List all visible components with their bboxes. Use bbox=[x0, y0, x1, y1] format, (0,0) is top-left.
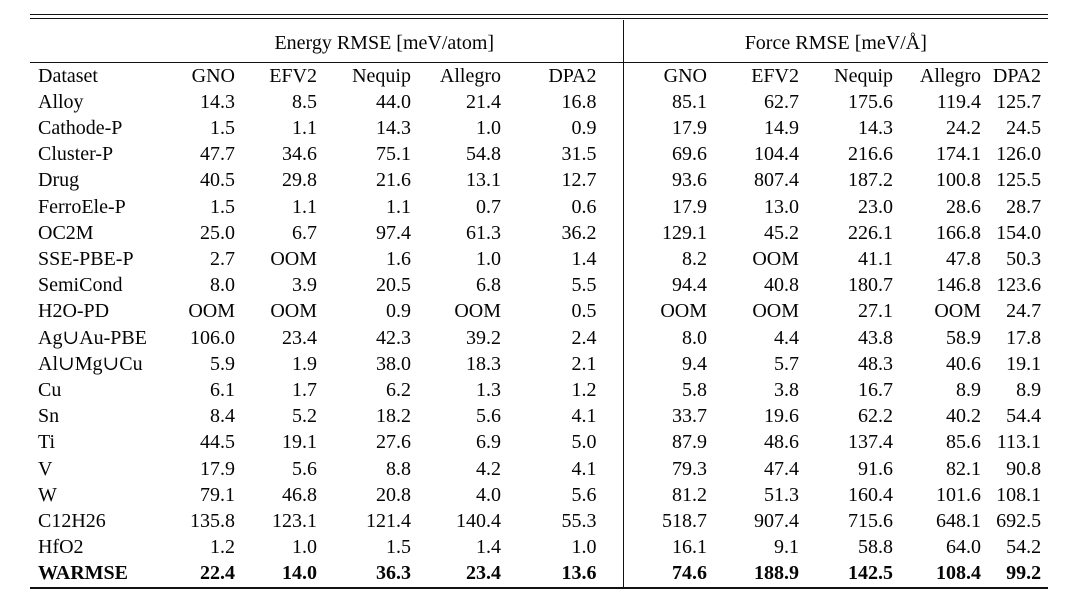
energy-rmse-value: 55.3 bbox=[508, 508, 623, 534]
force-rmse-value: 47.8 bbox=[946, 247, 982, 270]
force-rmse-value: 81.2 bbox=[672, 483, 708, 506]
energy-rmse-value: OOM bbox=[270, 247, 317, 270]
force-rmse-value: 13.0 bbox=[764, 195, 800, 218]
dataset-column-header: Dataset bbox=[38, 64, 98, 87]
force-rmse-value: 54.4 bbox=[1006, 405, 1042, 428]
force-rmse-value: 907.4 bbox=[754, 509, 800, 532]
table-row bbox=[30, 167, 1048, 193]
force-rmse-value: 101.6 bbox=[936, 483, 982, 506]
force-rmse-value: 216.6 bbox=[848, 143, 894, 166]
force-rmse-value: 113.1 bbox=[996, 431, 1042, 454]
force-rmse-value: 87.9 bbox=[672, 431, 708, 454]
dataset-name: OC2M bbox=[38, 221, 94, 244]
force-rmse-value: 58.9 bbox=[946, 326, 982, 349]
force-rmse-value: 17.9 bbox=[672, 116, 708, 139]
force-rmse-value: 9.4 bbox=[682, 352, 708, 375]
energy-rmse-value: 5.5 bbox=[508, 272, 623, 298]
energy-rmse-value: 29.8 bbox=[282, 169, 317, 192]
energy-rmse-value: 2.1 bbox=[508, 351, 623, 377]
dataset-name: HfO2 bbox=[38, 536, 84, 559]
energy-rmse-value: 54.8 bbox=[466, 143, 501, 166]
force-rmse-value: 54.2 bbox=[1006, 536, 1042, 559]
energy-rmse-value: 1.2 bbox=[210, 536, 235, 559]
energy-rmse-value: 36.2 bbox=[508, 220, 623, 246]
force-rmse-value: 48.6 bbox=[764, 431, 800, 454]
energy-rmse-value: OOM bbox=[270, 300, 317, 323]
table-row bbox=[30, 351, 1048, 377]
dataset-name: Cluster-P bbox=[38, 143, 114, 166]
force-rmse-value: 64.0 bbox=[946, 536, 982, 559]
energy-rmse-value: 1.1 bbox=[386, 195, 411, 218]
energy-rmse-value: 0.9 bbox=[386, 300, 411, 323]
force-rmse-value: 69.6 bbox=[672, 143, 708, 166]
table-row bbox=[30, 89, 1048, 115]
force-rmse-value: 91.6 bbox=[858, 457, 894, 480]
force-rmse-value: 108.4 bbox=[900, 560, 988, 587]
model-header-force-efv2: EFV2 bbox=[751, 64, 800, 87]
force-rmse-value: 14.9 bbox=[764, 116, 800, 139]
force-rmse-value: 154.0 bbox=[996, 221, 1042, 244]
force-rmse-value: 17.8 bbox=[1006, 326, 1042, 349]
force-rmse-value: 104.4 bbox=[754, 143, 800, 166]
energy-rmse-value: 8.8 bbox=[386, 457, 411, 480]
table-row bbox=[30, 220, 1048, 246]
energy-rmse-value: 18.2 bbox=[376, 405, 411, 428]
force-rmse-value: 28.6 bbox=[946, 195, 982, 218]
energy-rmse-value: 106.0 bbox=[190, 326, 235, 349]
energy-rmse-value: 14.0 bbox=[242, 560, 324, 587]
force-rmse-value: 129.1 bbox=[662, 221, 708, 244]
energy-rmse-value: 1.9 bbox=[292, 352, 317, 375]
force-rmse-value: 58.8 bbox=[858, 536, 894, 559]
force-rmse-value: 94.4 bbox=[672, 274, 708, 297]
energy-rmse-value: 0.6 bbox=[508, 194, 623, 220]
model-header-force-nequip: Nequip bbox=[834, 64, 894, 87]
energy-rmse-value: 19.1 bbox=[282, 431, 317, 454]
column-header-row bbox=[30, 62, 1048, 89]
energy-rmse-value: 46.8 bbox=[282, 483, 317, 506]
energy-rmse-value: 38.0 bbox=[376, 352, 411, 375]
energy-rmse-value: 44.0 bbox=[376, 90, 411, 113]
force-rmse-value: 93.6 bbox=[672, 169, 708, 192]
energy-rmse-value: 14.3 bbox=[376, 116, 411, 139]
energy-rmse-value: 79.1 bbox=[200, 483, 235, 506]
dataset-name: Cu bbox=[38, 378, 62, 401]
energy-rmse-value: 1.0 bbox=[476, 247, 501, 270]
force-rmse-value: 27.1 bbox=[858, 300, 894, 323]
dataset-name: Sn bbox=[38, 405, 60, 428]
table-row bbox=[30, 246, 1048, 272]
dataset-name: Al∪Mg∪Cu bbox=[38, 352, 143, 375]
energy-rmse-value: OOM bbox=[454, 300, 501, 323]
energy-rmse-value: 1.0 bbox=[476, 116, 501, 139]
force-rmse-value: 518.7 bbox=[662, 509, 708, 532]
force-rmse-value: 125.7 bbox=[996, 90, 1042, 113]
energy-rmse-value: 6.9 bbox=[476, 431, 501, 454]
model-header-force-dpa2: DPA2 bbox=[992, 64, 1042, 87]
table-row bbox=[30, 194, 1048, 220]
force-rmse-value: 99.2 bbox=[988, 560, 1048, 587]
energy-rmse-value: 13.1 bbox=[466, 169, 501, 192]
force-rmse-value: 160.4 bbox=[848, 483, 894, 506]
table-row bbox=[30, 115, 1048, 141]
force-rmse-value: 8.2 bbox=[682, 247, 708, 270]
force-rmse-value: 90.8 bbox=[1006, 457, 1042, 480]
force-rmse-value: 40.2 bbox=[946, 405, 982, 428]
table-row bbox=[30, 403, 1048, 429]
energy-rmse-value: 40.5 bbox=[200, 169, 235, 192]
dataset-name: Ag∪Au-PBE bbox=[38, 326, 147, 349]
dataset-name: Ti bbox=[38, 431, 56, 454]
force-rmse-value: 125.5 bbox=[996, 169, 1042, 192]
energy-rmse-value: 123.1 bbox=[272, 509, 317, 532]
force-rmse-value: 24.2 bbox=[946, 116, 982, 139]
energy-rmse-value: 1.2 bbox=[508, 377, 623, 403]
force-rmse-value: 9.1 bbox=[774, 536, 800, 559]
force-group-header: Force RMSE [meV/Å] bbox=[623, 20, 1048, 63]
table-body bbox=[30, 89, 1048, 588]
force-rmse-value: 48.3 bbox=[858, 352, 894, 375]
force-rmse-value: 19.6 bbox=[764, 405, 800, 428]
energy-rmse-value: 5.9 bbox=[210, 352, 235, 375]
force-rmse-value: 166.8 bbox=[936, 221, 982, 244]
energy-rmse-value: 1.7 bbox=[292, 378, 317, 401]
table-row bbox=[30, 456, 1048, 482]
dataset-name: Cathode-P bbox=[38, 116, 123, 139]
energy-rmse-value: 5.2 bbox=[292, 405, 317, 428]
energy-rmse-value: 20.8 bbox=[376, 483, 411, 506]
energy-rmse-value: 42.3 bbox=[376, 326, 411, 349]
force-rmse-value: 47.4 bbox=[764, 457, 800, 480]
model-header-energy-nequip: Nequip bbox=[352, 64, 411, 87]
force-rmse-value: 45.2 bbox=[764, 221, 800, 244]
energy-rmse-value: OOM bbox=[188, 300, 235, 323]
energy-rmse-value: 4.1 bbox=[508, 403, 623, 429]
force-rmse-value: 108.1 bbox=[996, 483, 1042, 506]
energy-rmse-value: 13.6 bbox=[508, 560, 623, 587]
force-rmse-value: 146.8 bbox=[936, 274, 982, 297]
energy-rmse-value: 47.7 bbox=[200, 143, 235, 166]
force-rmse-value: 5.8 bbox=[682, 378, 708, 401]
energy-rmse-value: 1.0 bbox=[508, 534, 623, 560]
energy-rmse-value: 75.1 bbox=[376, 143, 411, 166]
group-header-spacer bbox=[30, 20, 172, 63]
energy-rmse-value: 1.1 bbox=[292, 195, 317, 218]
energy-rmse-value: 18.3 bbox=[466, 352, 501, 375]
force-rmse-value: 40.6 bbox=[946, 352, 982, 375]
force-rmse-value: 82.1 bbox=[946, 457, 982, 480]
dataset-name: Alloy bbox=[38, 90, 84, 113]
force-rmse-value: 180.7 bbox=[848, 274, 894, 297]
dataset-name: SemiCond bbox=[38, 274, 123, 297]
energy-rmse-value: 1.3 bbox=[476, 378, 501, 401]
model-header-energy-allegro: Allegro bbox=[439, 64, 501, 87]
energy-rmse-value: 1.0 bbox=[292, 536, 317, 559]
force-rmse-value: 123.6 bbox=[996, 274, 1042, 297]
energy-rmse-value: 1.4 bbox=[476, 536, 501, 559]
energy-rmse-value: 5.6 bbox=[508, 482, 623, 508]
force-rmse-value: 188.9 bbox=[714, 560, 806, 587]
force-rmse-value: 100.8 bbox=[936, 169, 982, 192]
energy-rmse-value: 2.4 bbox=[508, 325, 623, 351]
table-row bbox=[30, 298, 1048, 324]
energy-rmse-value: 20.5 bbox=[376, 274, 411, 297]
force-rmse-value: 62.7 bbox=[764, 90, 800, 113]
dataset-name: SSE-PBE-P bbox=[38, 247, 134, 270]
energy-rmse-value: 16.8 bbox=[508, 89, 623, 115]
table-row bbox=[30, 534, 1048, 560]
model-header-energy-efv2: EFV2 bbox=[269, 64, 317, 87]
energy-rmse-value: 1.6 bbox=[386, 247, 411, 270]
force-rmse-value: 43.8 bbox=[858, 326, 894, 349]
model-header-energy-dpa2: DPA2 bbox=[508, 62, 623, 89]
model-header-force-gno: GNO bbox=[663, 64, 708, 87]
table-row bbox=[30, 272, 1048, 298]
energy-rmse-value: 23.4 bbox=[282, 326, 317, 349]
force-rmse-value: 4.4 bbox=[774, 326, 800, 349]
force-rmse-value: 28.7 bbox=[1006, 195, 1042, 218]
table-row bbox=[30, 429, 1048, 455]
force-rmse-value: 16.7 bbox=[858, 378, 894, 401]
force-rmse-value: 807.4 bbox=[754, 169, 800, 192]
energy-rmse-value: 0.5 bbox=[508, 298, 623, 324]
results-table bbox=[30, 14, 1048, 589]
force-rmse-value: 126.0 bbox=[996, 143, 1042, 166]
energy-rmse-value: 12.7 bbox=[508, 167, 623, 193]
force-rmse-value: 51.3 bbox=[764, 483, 800, 506]
force-rmse-value: 33.7 bbox=[672, 405, 708, 428]
energy-rmse-value: 36.3 bbox=[324, 560, 418, 587]
energy-rmse-value: 8.0 bbox=[210, 274, 235, 297]
force-rmse-value: 23.0 bbox=[858, 195, 894, 218]
energy-rmse-value: 8.5 bbox=[292, 90, 317, 113]
force-rmse-value: 85.1 bbox=[672, 90, 708, 113]
dataset-name: Drug bbox=[38, 169, 80, 192]
energy-rmse-value: 17.9 bbox=[200, 457, 235, 480]
energy-rmse-value: 1.5 bbox=[210, 195, 235, 218]
force-rmse-value: 5.7 bbox=[774, 352, 800, 375]
force-rmse-value: 187.2 bbox=[848, 169, 894, 192]
model-header-energy-gno: GNO bbox=[191, 64, 235, 87]
energy-rmse-value: 135.8 bbox=[190, 509, 235, 532]
force-rmse-value: 17.9 bbox=[672, 195, 708, 218]
energy-rmse-value: 140.4 bbox=[456, 509, 501, 532]
force-rmse-value: 137.4 bbox=[848, 431, 894, 454]
force-rmse-value: 62.2 bbox=[858, 405, 894, 428]
force-rmse-value: OOM bbox=[752, 247, 800, 270]
energy-rmse-value: 2.7 bbox=[210, 247, 235, 270]
energy-rmse-value: 121.4 bbox=[366, 509, 411, 532]
force-rmse-value: 24.5 bbox=[1006, 116, 1042, 139]
energy-rmse-value: 31.5 bbox=[508, 141, 623, 167]
force-rmse-value: 648.1 bbox=[936, 509, 982, 532]
energy-rmse-value: 8.4 bbox=[210, 405, 235, 428]
energy-rmse-value: 4.1 bbox=[508, 456, 623, 482]
energy-rmse-value: 61.3 bbox=[466, 221, 501, 244]
energy-rmse-value: 22.4 bbox=[172, 560, 242, 587]
energy-rmse-value: 44.5 bbox=[200, 431, 235, 454]
energy-rmse-value: 4.0 bbox=[476, 483, 501, 506]
force-rmse-value: 79.3 bbox=[672, 457, 708, 480]
energy-rmse-value: 1.1 bbox=[292, 116, 317, 139]
energy-rmse-value: 0.9 bbox=[508, 115, 623, 141]
model-header-force-allegro: Allegro bbox=[919, 64, 982, 87]
table-row bbox=[30, 482, 1048, 508]
force-rmse-value: 14.3 bbox=[858, 116, 894, 139]
force-rmse-value: 8.9 bbox=[956, 378, 982, 401]
dataset-name: W bbox=[38, 483, 57, 506]
energy-rmse-value: 5.0 bbox=[508, 429, 623, 455]
force-rmse-value: 19.1 bbox=[1006, 352, 1042, 375]
energy-rmse-value: 21.6 bbox=[376, 169, 411, 192]
energy-group-header: Energy RMSE [meV/atom] bbox=[172, 20, 623, 63]
force-rmse-value: OOM bbox=[752, 300, 800, 323]
energy-rmse-value: 6.8 bbox=[476, 274, 501, 297]
table-row bbox=[30, 377, 1048, 403]
force-rmse-value: 142.5 bbox=[806, 560, 900, 587]
force-rmse-value: 50.3 bbox=[1006, 247, 1042, 270]
force-rmse-value: OOM bbox=[660, 300, 708, 323]
table-row bbox=[30, 141, 1048, 167]
dataset-name: C12H26 bbox=[38, 509, 106, 532]
energy-rmse-value: 23.4 bbox=[418, 560, 508, 587]
dataset-name: H2O-PD bbox=[38, 300, 110, 323]
group-header-row bbox=[30, 20, 1048, 63]
force-rmse-value: 24.7 bbox=[1006, 300, 1042, 323]
force-rmse-value: 8.0 bbox=[682, 326, 708, 349]
energy-rmse-value: 27.6 bbox=[376, 431, 411, 454]
energy-rmse-value: 3.9 bbox=[292, 274, 317, 297]
energy-rmse-value: 5.6 bbox=[476, 405, 501, 428]
force-rmse-value: 8.9 bbox=[1016, 378, 1042, 401]
energy-rmse-value: 6.1 bbox=[210, 378, 235, 401]
table-row bbox=[30, 508, 1048, 534]
table-row bbox=[30, 325, 1048, 351]
dataset-name: FerroEle-P bbox=[38, 195, 126, 218]
energy-rmse-value: 1.4 bbox=[508, 246, 623, 272]
force-rmse-value: 41.1 bbox=[858, 247, 894, 270]
energy-rmse-value: 4.2 bbox=[476, 457, 501, 480]
energy-rmse-value: 6.2 bbox=[386, 378, 411, 401]
energy-rmse-value: 0.7 bbox=[476, 195, 501, 218]
force-rmse-value: 715.6 bbox=[848, 509, 894, 532]
force-rmse-value: 692.5 bbox=[996, 509, 1042, 532]
energy-rmse-value: 21.4 bbox=[466, 90, 501, 113]
rmse-table bbox=[30, 20, 1048, 589]
energy-rmse-value: 97.4 bbox=[376, 221, 411, 244]
energy-rmse-value: 34.6 bbox=[282, 143, 317, 166]
force-rmse-value: OOM bbox=[934, 300, 982, 323]
energy-rmse-value: 5.6 bbox=[292, 457, 317, 480]
force-rmse-value: 3.8 bbox=[774, 378, 800, 401]
force-rmse-value: 226.1 bbox=[848, 221, 894, 244]
force-rmse-value: 16.1 bbox=[672, 536, 708, 559]
energy-rmse-value: 1.5 bbox=[210, 116, 235, 139]
table-row bbox=[30, 560, 1048, 587]
force-rmse-value: 85.6 bbox=[946, 431, 982, 454]
force-rmse-value: 174.1 bbox=[936, 143, 982, 166]
force-rmse-value: 119.4 bbox=[936, 90, 982, 113]
force-rmse-value: 74.6 bbox=[623, 560, 714, 587]
energy-rmse-value: 39.2 bbox=[466, 326, 501, 349]
energy-rmse-value: 6.7 bbox=[292, 221, 317, 244]
energy-rmse-value: 14.3 bbox=[200, 90, 235, 113]
force-rmse-value: 175.6 bbox=[848, 90, 894, 113]
energy-rmse-value: 25.0 bbox=[200, 221, 235, 244]
dataset-name: V bbox=[38, 457, 53, 480]
force-rmse-value: 40.8 bbox=[764, 274, 800, 297]
dataset-name: WARMSE bbox=[30, 560, 172, 587]
energy-rmse-value: 1.5 bbox=[386, 536, 411, 559]
top-double-rule bbox=[30, 14, 1048, 19]
